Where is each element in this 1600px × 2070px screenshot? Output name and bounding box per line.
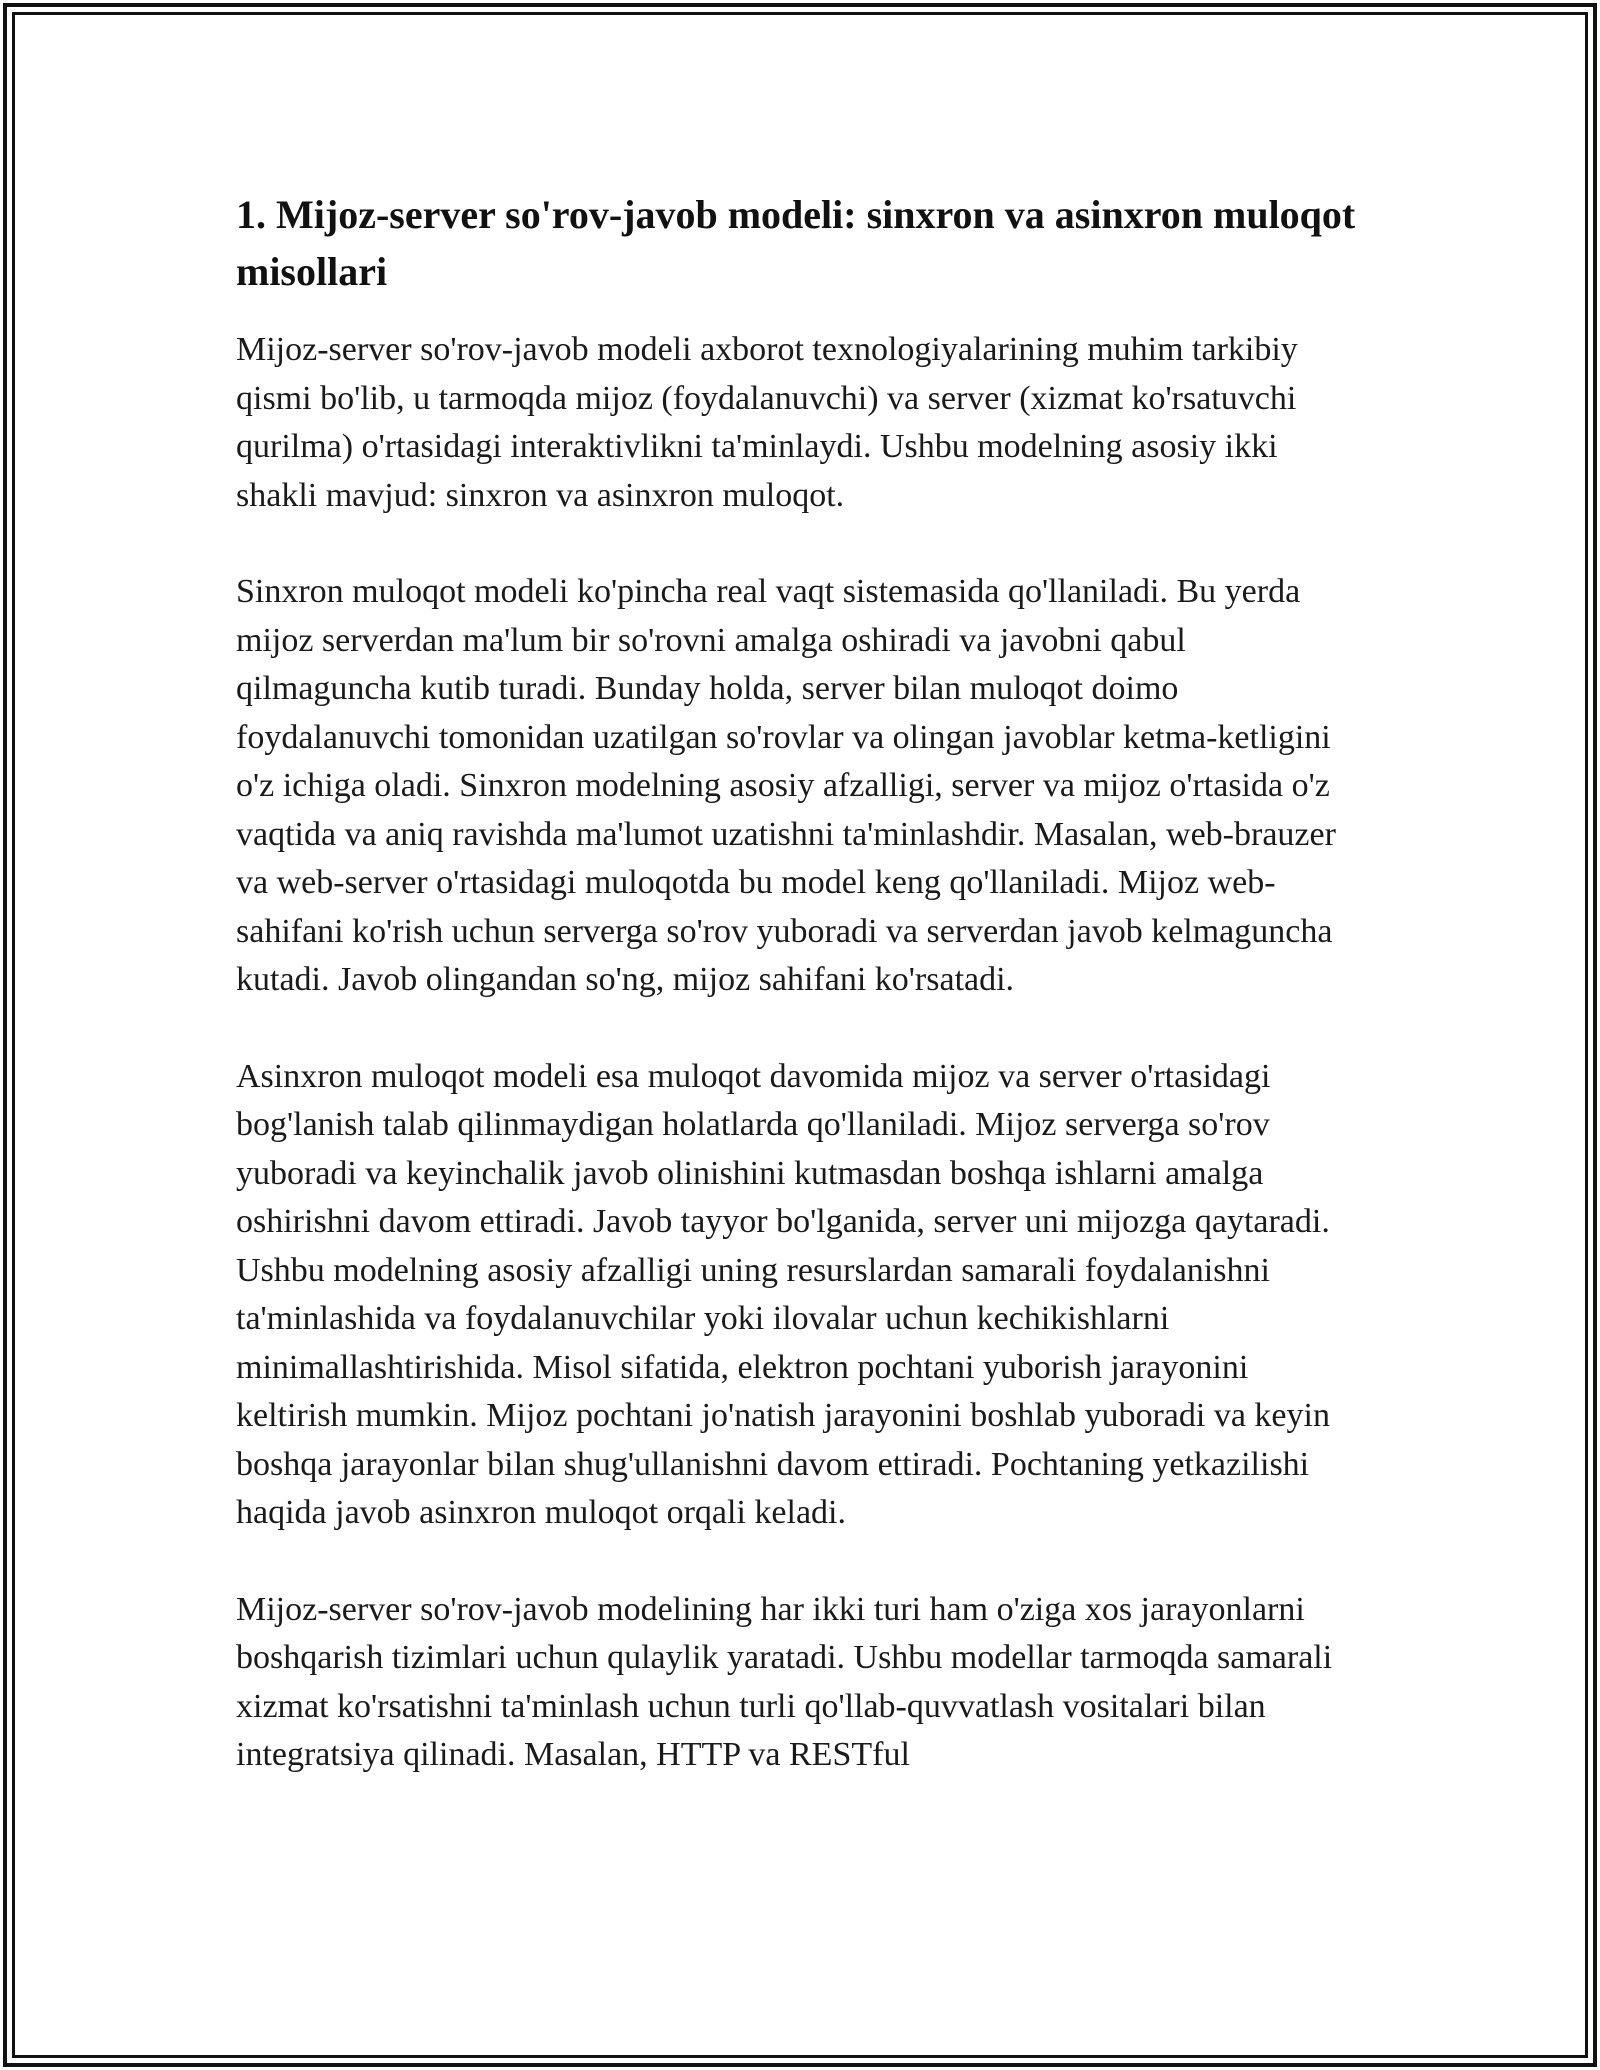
paragraph-async: Asinxron muloqot modeli esa muloqot davomida mijoz va server o'rtasidagi bog'lanish talab qilinmaydigan holatlarda qo'llaniladi. Mijoz serverga so'rov yuboradi va keyinchalik javob olinishini kutmasdan boshqa ishlarni amalga oshirishni davom ettiradi. Javob tayyor bo'lganida, server uni mijozga qaytaradi. Ushbu modelning asosiy afzalligi uning resurslardan samarali foydalanishni ta'minlashida va foydalanuvchilar yoki ilovalar uchun kechikishlarni minimallashtirishida. Misol sifatida, elektron pochtani yuborish jarayonini keltirish mumkin. Mijoz pochtani jo'natish jarayonini boshlab yuboradi va keyin boshqa jarayonlar bilan shug'ullanishni davom ettiradi. Pochtaning yetkazilishi haqida javob asinxron muloqot orqali keladi. (236, 1057, 1330, 1531)
document-body (236, 186, 1366, 1780)
paragraph-list (236, 326, 1366, 1780)
paragraph-intro: Mijoz-server so'rov-javob modeli axborot texnologiyalarining muhim tarkibiy qismi bo'lib, u tarmoqda mijoz (foydalanuvchi) va server (xizmat ko'rsatuvchi qurilma) o'rtasidagi interaktivlikni ta'minlaydi. Ushbu modelning asosiy ikki shakli mavjud: sinxron va asinxron muloqot. (236, 331, 1298, 514)
paragraph-sync: Sinxron muloqot modeli ko'pincha real vaqt sistemasida qo'llaniladi. Bu yerda mijoz serverdan ma'lum bir so'rovni amalga oshiradi va javobni qabul qilmaguncha kutib turadi. Bunday holda, server bilan muloqot doimo foydalanuvchi tomonidan uzatilgan so'rovlar va olingan javoblar ketma-ketligini o'z ichiga oladi. Sinxron modelning asosiy afzalligi, server va mijoz o'rtasida o'z vaqtida va aniq ravishda ma'lumot uzatishni ta'minlashdir. Masalan, web-brauzer va web-server o'rtasidagi muloqotda bu model keng qo'llaniladi. Mijoz web-sahifani ko'rish uchun serverga so'rov yuboradi va serverdan javob kelmaguncha kutadi. Javob olingandan so'ng, mijoz sahifani ko'rsatadi. (236, 573, 1336, 998)
section-heading: 1. Mijoz-server so'rov-javob modeli: sinxron va asinxron muloqot misollari (236, 192, 1356, 294)
paragraph-summary: Mijoz-server so'rov-javob modelining har ikki turi ham o'ziga xos jarayonlarni boshqarish tizimlari uchun qulaylik yaratadi. Ushbu modellar tarmoqda samarali xizmat ko'rsatishni ta'minlash uchun turli qo'llab-quvvatlash vositalari bilan integratsiya qilinadi. Masalan, HTTP va RESTful (236, 1590, 1333, 1773)
